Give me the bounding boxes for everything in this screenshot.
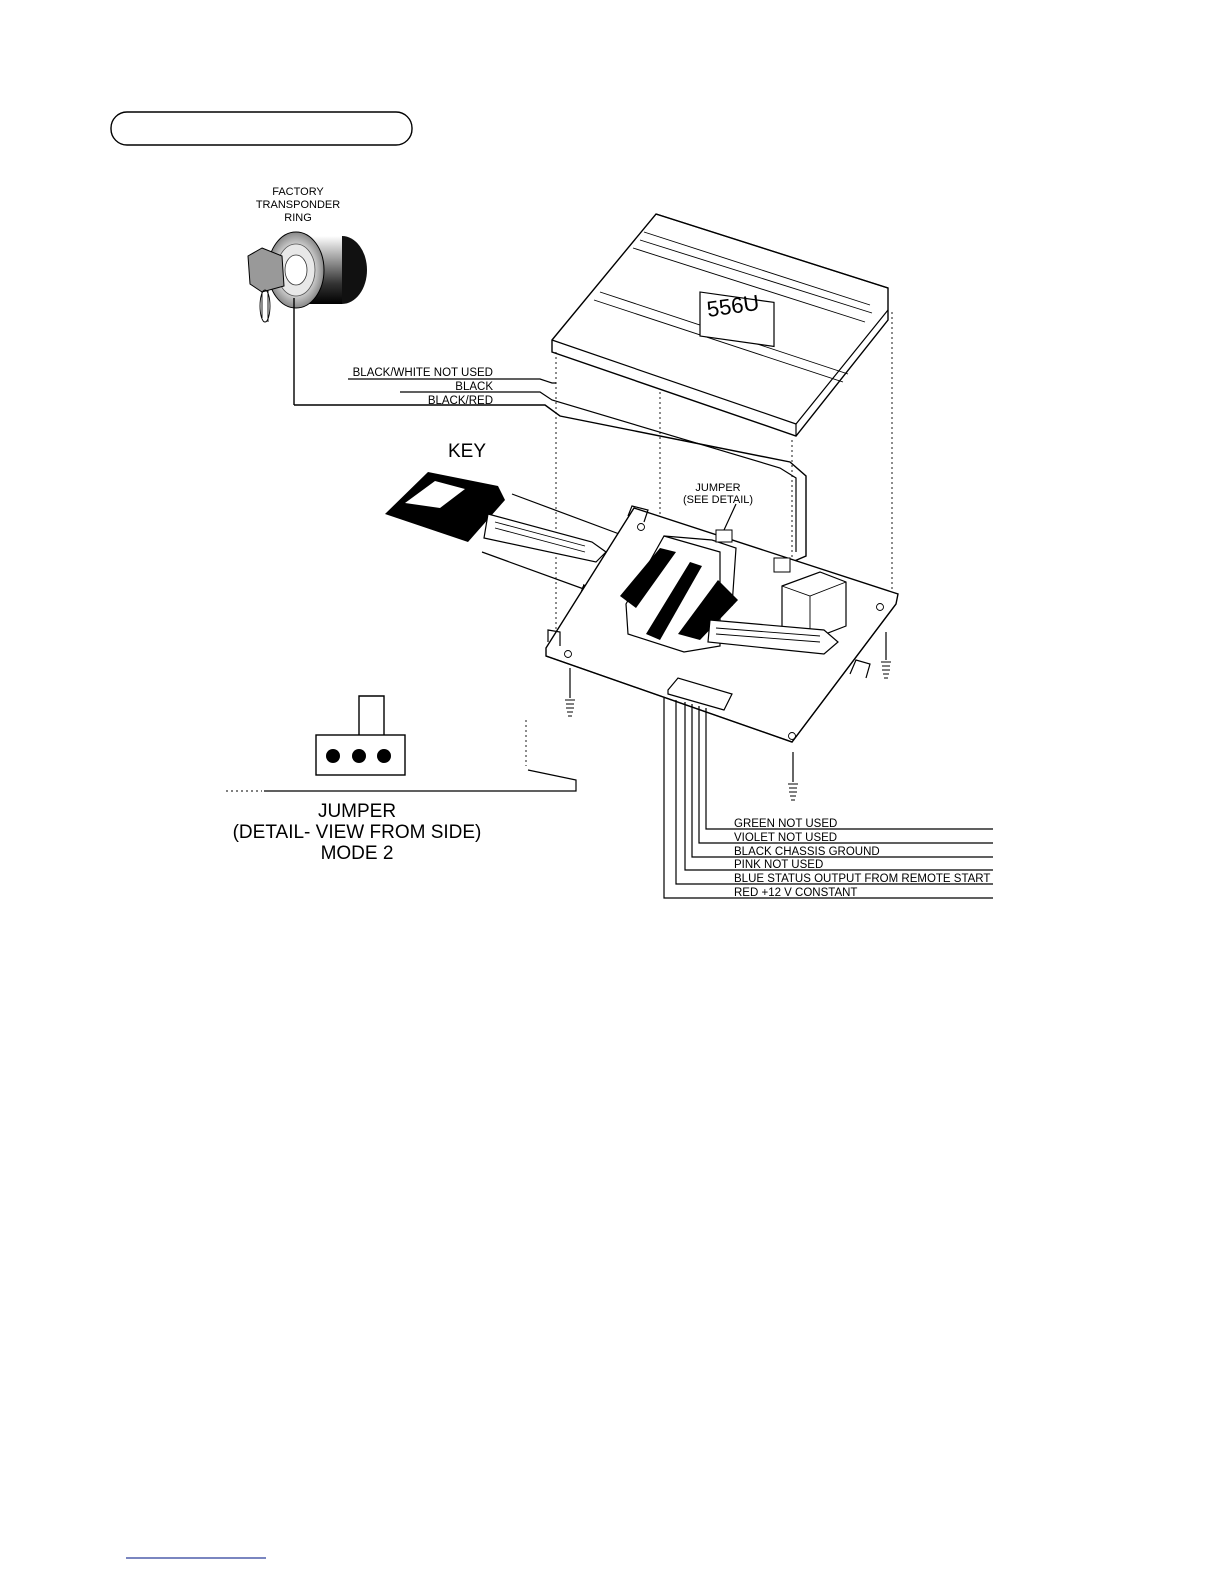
harness-wire-black: BLACK CHASSIS GROUND — [734, 846, 880, 858]
harness-wire-pink: PINK NOT USED — [734, 859, 824, 871]
jumper-detail-line1: JUMPER — [317, 801, 397, 822]
module-model-label: 556U — [705, 289, 761, 322]
harness-wire-violet: VIOLET NOT USED — [734, 832, 838, 844]
ring-label-line1: FACTORY — [272, 186, 324, 198]
module-cover — [552, 214, 888, 436]
ring-label-line3: RING — [284, 212, 312, 224]
mounting-screw-icon — [881, 632, 891, 678]
harness-wire-green: GREEN NOT USED — [734, 818, 838, 830]
circuit-board — [546, 504, 898, 742]
jumper-callout-line1: JUMPER — [695, 482, 741, 494]
wire-black-white: BLACK/WHITE NOT USED — [352, 367, 493, 379]
section-header-box — [111, 112, 412, 145]
ring-label-line2: TRANSPONDER — [255, 199, 341, 211]
jumper-callout-line2: (SEE DETAIL) — [682, 494, 754, 506]
jumper-detail-line2: (DETAIL- VIEW FROM SIDE) — [232, 822, 482, 843]
mounting-screw-icon — [788, 752, 798, 800]
wire-black: BLACK — [455, 381, 493, 393]
wire-black-red: BLACK/RED — [427, 395, 493, 407]
harness-wire-blue: BLUE STATUS OUTPUT FROM REMOTE START — [734, 873, 991, 885]
jumper-detail-line3: MODE 2 — [320, 843, 394, 864]
harness-wires — [664, 698, 993, 898]
key-label: KEY — [448, 441, 487, 462]
jumper-detail-icon — [316, 696, 405, 775]
harness-wire-red: RED +12 V CONSTANT — [734, 887, 858, 899]
mounting-screw-icon — [565, 668, 575, 716]
